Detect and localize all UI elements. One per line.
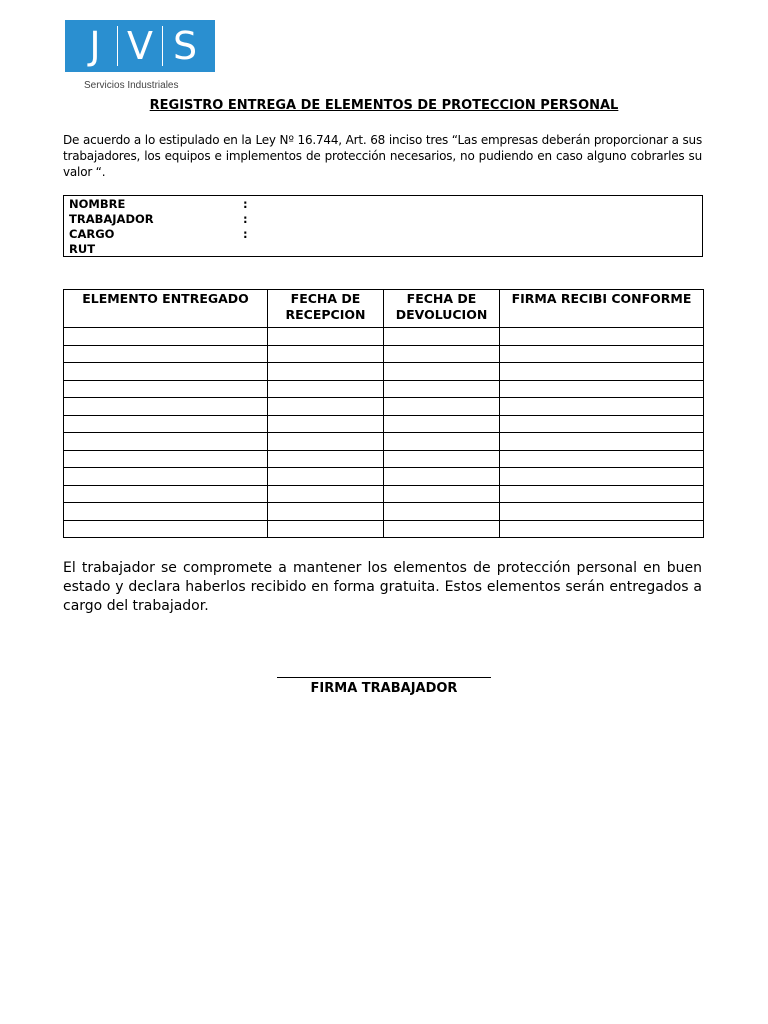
table-cell[interactable] — [268, 380, 384, 398]
table-row — [64, 503, 704, 521]
table-cell[interactable] — [268, 398, 384, 416]
field-label: CARGO — [69, 227, 115, 241]
table-header-row — [64, 290, 704, 328]
field-colon: : — [243, 212, 248, 226]
table-cell[interactable] — [64, 450, 268, 468]
table-row — [64, 380, 704, 398]
table-cell[interactable] — [500, 450, 704, 468]
header-firma-conforme: FIRMA RECIBI CONFORME — [500, 290, 704, 328]
table-cell[interactable] — [268, 415, 384, 433]
table-cell[interactable] — [268, 520, 384, 538]
worker-info-box — [63, 195, 703, 257]
field-colon — [243, 242, 253, 257]
field-label: RUT — [69, 242, 96, 256]
table-cell[interactable] — [64, 503, 268, 521]
field-colon: : — [243, 227, 248, 241]
table-cell[interactable] — [384, 450, 500, 468]
header-fecha-devolucion: FECHA DE DEVOLUCION — [384, 290, 500, 328]
table-cell[interactable] — [384, 380, 500, 398]
table-row — [64, 520, 704, 538]
table-row — [64, 450, 704, 468]
table-cell[interactable] — [268, 450, 384, 468]
table-cell[interactable] — [384, 485, 500, 503]
table-cell[interactable] — [500, 503, 704, 521]
table-cell[interactable] — [64, 485, 268, 503]
table-cell[interactable] — [500, 345, 704, 363]
signature-label: FIRMA TRABAJADOR — [310, 681, 458, 696]
table-cell[interactable] — [500, 380, 704, 398]
header-fecha-recepcion: FECHA DE RECEPCION — [268, 290, 384, 328]
table-cell[interactable] — [64, 415, 268, 433]
table-cell[interactable] — [64, 468, 268, 486]
table-cell[interactable] — [64, 433, 268, 451]
info-row-rut — [69, 242, 702, 257]
table-cell[interactable] — [500, 485, 704, 503]
commitment-paragraph: El trabajador se compromete a mantener los elementos de protección personal en buen estado y declara haberlos recibido en forma gratuita. Estos elementos serán entregados a cargo del trabajador. — [63, 560, 702, 614]
table-cell[interactable] — [268, 363, 384, 381]
table-cell[interactable] — [500, 328, 704, 346]
signature-line — [277, 677, 491, 678]
table-row — [64, 468, 704, 486]
table-cell[interactable] — [268, 485, 384, 503]
logo-letter-j: J — [89, 24, 101, 68]
table-row — [64, 485, 704, 503]
table-cell[interactable] — [268, 503, 384, 521]
info-row-trabajador — [69, 212, 702, 227]
table-cell[interactable] — [384, 415, 500, 433]
table-cell[interactable] — [500, 415, 704, 433]
table-cell[interactable] — [500, 520, 704, 538]
header-elemento-entregado: ELEMENTO ENTREGADO — [64, 290, 268, 328]
table-cell[interactable] — [384, 468, 500, 486]
table-cell[interactable] — [64, 398, 268, 416]
table-cell[interactable] — [268, 328, 384, 346]
table-cell[interactable] — [384, 398, 500, 416]
table-cell[interactable] — [500, 433, 704, 451]
logo-letter-s: S — [172, 24, 198, 68]
document-title: REGISTRO ENTREGA DE ELEMENTOS DE PROTECCION PERSONAL — [149, 98, 619, 113]
field-label: TRABAJADOR — [69, 212, 154, 226]
table-cell[interactable] — [500, 363, 704, 381]
field-label: NOMBRE — [69, 197, 126, 211]
table-row — [64, 433, 704, 451]
table-cell[interactable] — [268, 345, 384, 363]
field-colon: : — [243, 197, 248, 211]
table-cell[interactable] — [268, 433, 384, 451]
table-row — [64, 328, 704, 346]
delivery-table — [63, 289, 704, 538]
table-cell[interactable] — [500, 468, 704, 486]
table-cell[interactable] — [384, 328, 500, 346]
info-row-nombre — [69, 197, 702, 212]
table-cell[interactable] — [64, 328, 268, 346]
company-logo — [65, 20, 215, 72]
table-cell[interactable] — [384, 433, 500, 451]
table-cell[interactable] — [384, 520, 500, 538]
table-cell[interactable] — [384, 363, 500, 381]
logo-subtitle: Servicios Industriales — [84, 80, 179, 91]
table-cell[interactable] — [64, 520, 268, 538]
table-body — [64, 328, 704, 538]
table-cell[interactable] — [500, 398, 704, 416]
table-cell[interactable] — [384, 345, 500, 363]
table-cell[interactable] — [64, 380, 268, 398]
table-row — [64, 398, 704, 416]
table-cell[interactable] — [268, 468, 384, 486]
intro-paragraph: De acuerdo a lo estipulado en la Ley Nº 16.744, Art. 68 inciso tres “Las empresas deberán proporcionar a sus trabajadores, los equipos e implementos de protección necesarios, no pudiendo en caso alguno cobrarles su valor “. — [63, 133, 702, 179]
table-cell[interactable] — [384, 503, 500, 521]
info-row-cargo — [69, 227, 702, 242]
table-row — [64, 415, 704, 433]
table-cell[interactable] — [64, 363, 268, 381]
table-cell[interactable] — [64, 345, 268, 363]
table-row — [64, 363, 704, 381]
table-row — [64, 345, 704, 363]
logo-letter-v: V — [127, 24, 153, 68]
